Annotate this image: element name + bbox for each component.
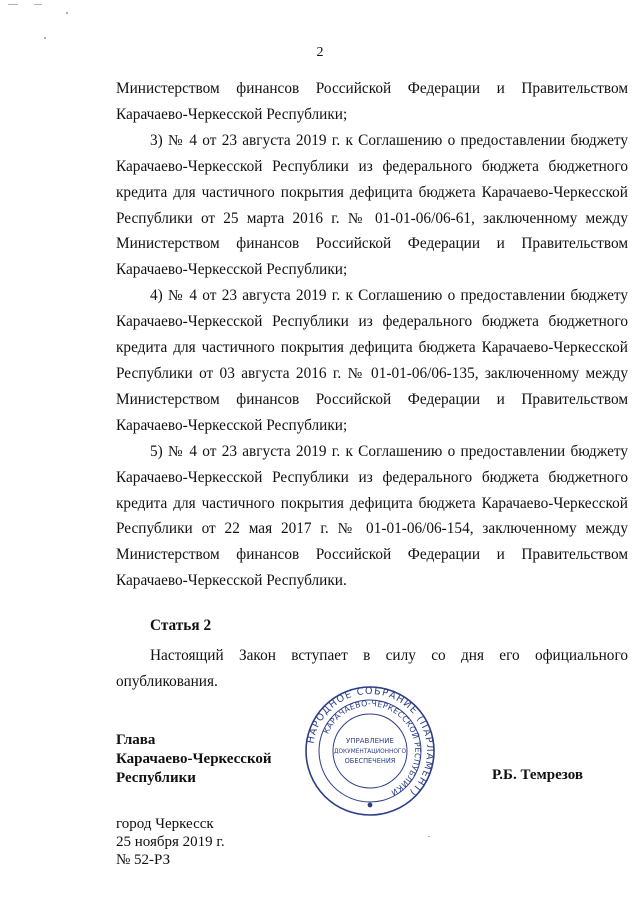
scan-speck [66,12,68,14]
document-body [116,76,628,594]
article-paragraph: Настоящий Закон вступает в силу со дня его официального опубликования. [116,647,628,690]
stamp-inner-ring-text: КАРАЧАЕВО-ЧЕРКЕССКОЙ РЕСПУБЛИКИ [321,698,423,798]
signatory-name: Р.Б. Темрезов [492,767,583,783]
document-footer [116,815,225,869]
footer-number: № 52-РЗ [116,852,171,868]
paragraph-item-5: 5) № 4 от 23 августа 2019 г. к Соглашению о предоставлении бюджету Карачаево-Черкесской Республики из федерального бюджета бюджетного кредита для частичного покрытия дефицита бюджета Карачаево-Черкесской Республики от 22 мая 2017 г. № 01-01-06/06-154, заключенному между Министерством финансов Российской Федерации и Правительством Карачаево-Черкесской Республики. [116,442,628,590]
signatory-title-line: Глава [116,732,156,748]
scan-speck [428,836,430,837]
paragraph-continuation: Министерством финансов Российской Федерации и Правительством Карачаево-Черкесской Республики; [116,80,628,123]
footer-date: 25 ноября 2019 г. [116,834,225,850]
stamp-center-line: ДОКУМЕНТАЦИОННОГО [333,749,407,755]
stamp-center-line: УПРАВЛЕНИЕ [346,737,394,745]
stamp-center-line: ОБЕСПЕЧЕНИЯ [344,757,396,765]
page-number: 2 [316,45,324,60]
paragraph-item-4: 4) № 4 от 23 августа 2019 г. к Соглашению о предоставлении бюджету Карачаево-Черкесской Республики из федерального бюджета бюджетного кредита для частичного покрытия дефицита бюджета Карачаево-Черкесской Республики от 03 августа 2016 г. № 01-01-06/06-135, заключенному между Министерством финансов Российской Федерации и Правительством Карачаево-Черкесской Республики; [116,287,628,434]
stamp-outer-ring-text: НАРОДНОЕ СОБРАНИЕ (ПАРЛАМЕНТ) [305,685,436,799]
stamp-star [368,803,373,808]
scan-speck [8,4,18,5]
scan-speck [34,4,42,5]
scan-speck [44,37,46,39]
signatory-title-line: Республики [116,770,196,786]
signatory-title [116,731,272,788]
article-heading: Статья 2 [150,617,212,634]
footer-city: город Черкесск [116,816,214,832]
signatory-title-line: Карачаево-Черкесской [116,751,272,767]
official-stamp [304,685,436,817]
paragraph-item-3: 3) № 4 от 23 августа 2019 г. к Соглашению о предоставлении бюджету Карачаево-Черкесской Республики из федерального бюджета бюджетного кредита для частичного покрытия дефицита бюджета Карачаево-Черкесской Республики от 25 марта 2016 г. № 01-01-06/06-61, заключенному между Министерством финансов Российской Федерации и Правительством Карачаево-Черкесской Республики; [116,131,628,279]
